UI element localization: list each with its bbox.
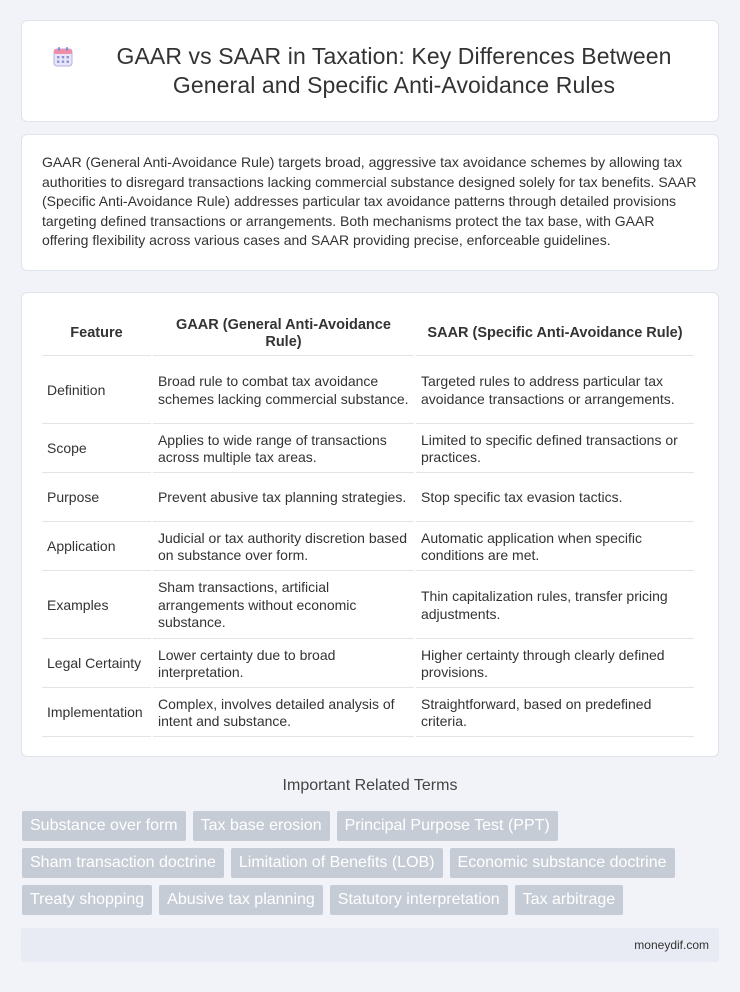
row-feature: Scope <box>42 426 151 473</box>
related-term-tag[interactable]: Statutory interpretation <box>330 885 508 915</box>
header-feature: Feature <box>42 315 151 356</box>
comparison-table-card <box>21 292 719 757</box>
header-saar: SAAR (Specific Anti-Avoidance Rule) <box>416 315 694 356</box>
row-gaar: Judicial or tax authority discretion based on substance over form. <box>153 524 414 571</box>
row-saar: Limited to specific defined transactions or practices. <box>416 426 694 473</box>
related-term-tag[interactable]: Principal Purpose Test (PPT) <box>337 811 558 841</box>
row-feature: Application <box>42 524 151 571</box>
related-term-tag[interactable]: Economic substance doctrine <box>450 848 675 878</box>
row-saar: Straightforward, based on predefined criteria. <box>416 690 694 737</box>
row-feature: Legal Certainty <box>42 641 151 688</box>
row-feature: Purpose <box>42 475 151 522</box>
related-terms-title: Important Related Terms <box>282 777 458 794</box>
related-term-tag[interactable]: Limitation of Benefits (LOB) <box>231 848 443 878</box>
row-saar: Higher certainty through clearly defined provisions. <box>416 641 694 688</box>
row-saar: Stop specific tax evasion tactics. <box>416 475 694 522</box>
related-term-tag[interactable]: Treaty shopping <box>22 885 152 915</box>
row-feature: Implementation <box>42 690 151 737</box>
row-gaar: Prevent abusive tax planning strategies. <box>153 475 414 522</box>
page-title: GAAR vs SAAR in Taxation: Key Differences Between General and Specific Anti-Avoidance Rules <box>116 43 672 98</box>
intro-card <box>21 134 719 271</box>
row-saar: Automatic application when specific conditions are met. <box>416 524 694 571</box>
table-row <box>42 524 694 571</box>
related-term-tag[interactable]: Tax base erosion <box>193 811 330 841</box>
table-row <box>42 641 694 688</box>
related-term-tag[interactable]: Sham transaction doctrine <box>22 848 224 878</box>
table-row <box>42 426 694 473</box>
related-terms-list <box>22 811 722 922</box>
intro-paragraph: GAAR (General Anti-Avoidance Rule) targets broad, aggressive tax avoidance schemes by allowing tax authorities to disregard transactions lacking commercial substance designed solely for tax benefits. SAAR (Specific Anti-Avoidance Rule) addresses particular tax avoidance patterns through detailed provisions targeting defined transactions or arrangements. Both mechanisms protect the tax base, with GAAR offering flexibility across various cases and SAAR providing precise, enforceable guidelines. <box>42 154 697 248</box>
calendar-icon <box>52 46 74 68</box>
related-term-tag[interactable]: Abusive tax planning <box>159 885 323 915</box>
table-row <box>42 690 694 737</box>
row-feature: Definition <box>42 358 151 424</box>
row-gaar: Sham transactions, artificial arrangements without economic substance. <box>153 573 414 639</box>
row-gaar: Complex, involves detailed analysis of intent and substance. <box>153 690 414 737</box>
table-row <box>42 573 694 639</box>
row-gaar: Lower certainty due to broad interpretation. <box>153 641 414 688</box>
table-row <box>42 475 694 522</box>
row-saar: Targeted rules to address particular tax avoidance transactions or arrangements. <box>416 358 694 424</box>
footer <box>21 928 719 962</box>
related-term-tag[interactable]: Tax arbitrage <box>515 885 624 915</box>
row-feature: Examples <box>42 573 151 639</box>
row-gaar: Broad rule to combat tax avoidance schemes lacking commercial substance. <box>153 358 414 424</box>
comparison-table <box>40 313 696 739</box>
row-saar: Thin capitalization rules, transfer pricing adjustments. <box>416 573 694 639</box>
table-row <box>42 358 694 424</box>
header-gaar: GAAR (General Anti-Avoidance Rule) <box>153 315 414 356</box>
row-gaar: Applies to wide range of transactions across multiple tax areas. <box>153 426 414 473</box>
table-header-row <box>42 315 694 356</box>
related-term-tag[interactable]: Substance over form <box>22 811 186 841</box>
footer-site[interactable]: moneydif.com <box>634 938 709 952</box>
title-card <box>21 20 719 122</box>
